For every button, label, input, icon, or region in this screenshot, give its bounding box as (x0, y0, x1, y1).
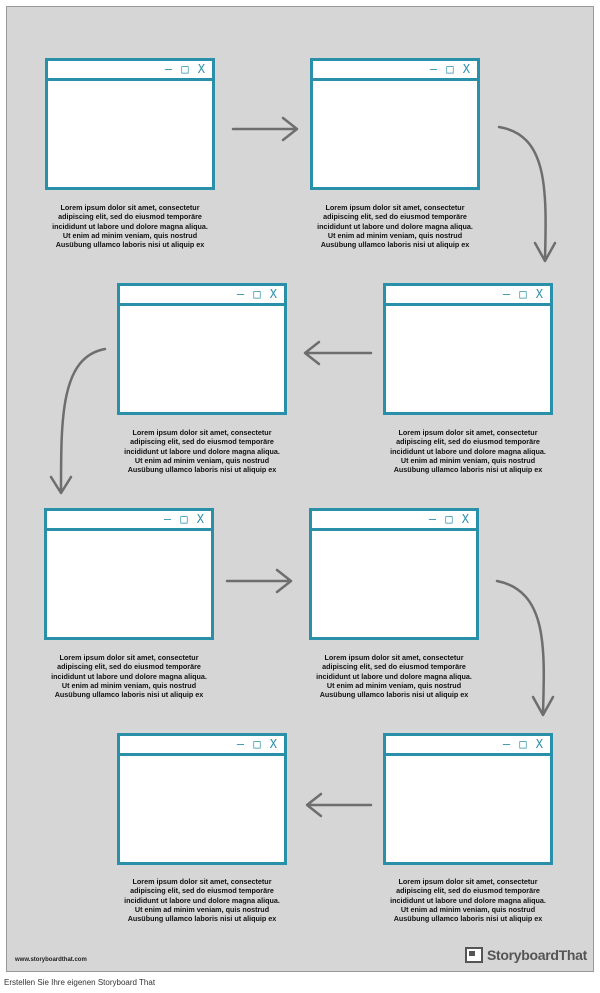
caption-line: adipiscing elit, sed do eiusmod temporäre (58, 212, 202, 222)
title-bar (120, 286, 284, 306)
window-controls-icon: – □ X (502, 287, 544, 301)
window-controls-icon: – □ X (429, 62, 471, 76)
caption-line: Ut enim ad minim veniam, quis nostrud (326, 680, 462, 690)
title-bar (386, 736, 550, 756)
window-panel-1 (45, 58, 215, 190)
window-panel-2 (310, 58, 480, 190)
caption-line: Ausübung ullamco laboris nisi ut aliquip ex (54, 690, 204, 700)
window-controls-icon: – □ X (163, 512, 205, 526)
caption-line: Ausübung ullamco laboris nisi ut aliquip ex (127, 465, 277, 475)
title-bar (47, 511, 211, 531)
caption-line: incididunt ut labore und dolore magna aliqua. (316, 671, 472, 681)
arrow-right-1 (233, 118, 297, 140)
caption-line: adipiscing elit, sed do eiusmod temporäre (396, 886, 540, 896)
caption-line: Ut enim ad minim veniam, quis nostrud (134, 455, 270, 465)
caption-line: Ut enim ad minim veniam, quis nostrud (400, 455, 536, 465)
caption-line: Ut enim ad minim veniam, quis nostrud (400, 904, 536, 914)
caption-line: incididunt ut labore und dolore magna aliqua. (390, 446, 546, 456)
caption-line: adipiscing elit, sed do eiusmod temporäre (130, 886, 274, 896)
caption-6 (294, 653, 494, 699)
arrow-curve-down-1 (499, 127, 555, 261)
caption-line: incididunt ut labore und dolore magna aliqua. (51, 671, 207, 681)
arrow-right-2 (227, 570, 291, 592)
caption-line: incididunt ut labore und dolore magna aliqua. (52, 221, 208, 231)
caption-line: adipiscing elit, sed do eiusmod temporäre (57, 662, 201, 672)
footer-cta[interactable]: Erstellen Sie Ihre eigenen Storyboard That (4, 978, 156, 987)
caption-line: Lorem ipsum dolor sit amet, consectetur (59, 653, 199, 662)
title-bar (48, 61, 212, 81)
caption-line: Lorem ipsum dolor sit amet, consectetur (324, 653, 464, 662)
caption-line: adipiscing elit, sed do eiusmod temporäre (130, 437, 274, 447)
storyboardthat-logo[interactable] (465, 945, 587, 965)
caption-line: Ut enim ad minim veniam, quis nostrud (62, 230, 198, 240)
caption-line: incididunt ut labore und dolore magna aliqua. (124, 446, 280, 456)
arrow-left-2 (307, 794, 371, 816)
window-panel-3 (383, 283, 553, 415)
title-bar (312, 511, 476, 531)
window-controls-icon: – □ X (236, 287, 278, 301)
window-panel-5 (44, 508, 214, 640)
title-bar (386, 286, 550, 306)
window-controls-icon: – □ X (164, 62, 206, 76)
arrow-curve-down-3 (497, 581, 553, 715)
caption-line: Lorem ipsum dolor sit amet, consectetur (132, 428, 272, 437)
caption-line: incididunt ut labore und dolore magna aliqua. (390, 895, 546, 905)
caption-line: Ausübung ullamco laboris nisi ut aliquip ex (393, 465, 543, 475)
window-panel-7 (383, 733, 553, 865)
storyboard-logo-icon (465, 947, 483, 963)
caption-line: incididunt ut labore und dolore magna aliqua. (317, 221, 473, 231)
caption-line: Ausübung ullamco laboris nisi ut aliquip ex (393, 914, 543, 924)
caption-3 (368, 428, 568, 474)
caption-4 (102, 428, 302, 474)
caption-line: incididunt ut labore und dolore magna aliqua. (124, 895, 280, 905)
title-bar (313, 61, 477, 81)
caption-line: adipiscing elit, sed do eiusmod temporäre (396, 437, 540, 447)
caption-line: Ausübung ullamco laboris nisi ut aliquip ex (320, 240, 470, 250)
caption-line: Ut enim ad minim veniam, quis nostrud (134, 904, 270, 914)
caption-line: adipiscing elit, sed do eiusmod temporäre (322, 662, 466, 672)
caption-line: Ausübung ullamco laboris nisi ut aliquip ex (127, 914, 277, 924)
window-panel-4 (117, 283, 287, 415)
caption-line: Lorem ipsum dolor sit amet, consectetur (325, 203, 465, 212)
caption-line: Ut enim ad minim veniam, quis nostrud (61, 680, 197, 690)
caption-line: Lorem ipsum dolor sit amet, consectetur (132, 877, 272, 886)
caption-line: Lorem ipsum dolor sit amet, consectetur (398, 428, 538, 437)
arrow-left-1 (305, 342, 371, 364)
arrow-curve-down-2 (51, 349, 105, 493)
caption-line: Lorem ipsum dolor sit amet, consectetur (398, 877, 538, 886)
caption-line: adipiscing elit, sed do eiusmod temporäre (323, 212, 467, 222)
title-bar (120, 736, 284, 756)
website-url[interactable]: www.storyboardthat.com (15, 957, 87, 963)
caption-line: Ausübung ullamco laboris nisi ut aliquip ex (55, 240, 205, 250)
caption-5 (29, 653, 229, 699)
window-panel-8 (117, 733, 287, 865)
caption-line: Ausübung ullamco laboris nisi ut aliquip ex (319, 690, 469, 700)
window-controls-icon: – □ X (428, 512, 470, 526)
window-panel-6 (309, 508, 479, 640)
window-controls-icon: – □ X (502, 737, 544, 751)
storyboard-canvas (6, 6, 594, 972)
brand-name: StoryboardThat (487, 947, 588, 963)
caption-line: Ut enim ad minim veniam, quis nostrud (327, 230, 463, 240)
caption-7 (368, 877, 568, 923)
caption-line: Lorem ipsum dolor sit amet, consectetur (60, 203, 200, 212)
window-controls-icon: – □ X (236, 737, 278, 751)
caption-2 (295, 203, 495, 249)
caption-8 (102, 877, 302, 923)
caption-1 (30, 203, 230, 249)
